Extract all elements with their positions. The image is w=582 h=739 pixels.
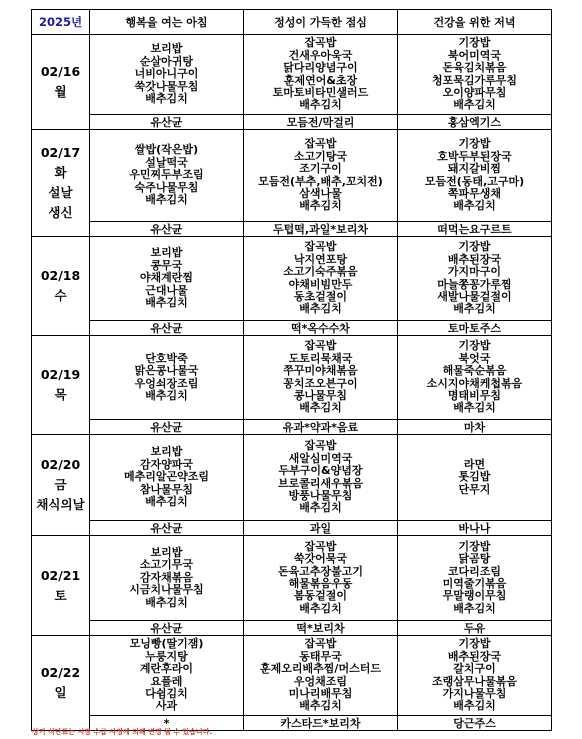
date-line: 02/22: [40, 665, 81, 680]
breakfast-cell: [90, 237, 244, 321]
menu-item: 닭다리양념구이: [283, 61, 358, 75]
date-line: 수: [54, 288, 67, 303]
menu-item: 소시지야채케첩볶음: [426, 376, 523, 390]
menu-item: 보리밥: [150, 42, 183, 56]
menu-item: 누룽지탕: [145, 649, 188, 663]
menu-item: 쑥갓어묵국: [293, 552, 348, 566]
menu-item: 쑥갓나물무침: [134, 79, 199, 93]
menu-item: 소고기탕국: [293, 149, 348, 163]
menu-item: 배추김치: [453, 98, 496, 112]
menu-item: 호박두부된장국: [437, 149, 512, 163]
date-line: 02/16: [40, 64, 81, 79]
menu-item: 미역줄기볶음: [442, 577, 507, 590]
extra-row: [32, 222, 552, 237]
menu-item: 조기구이: [299, 162, 342, 176]
menu-item: 쪽파무생채: [447, 186, 502, 200]
menu-item: 잡곡밥: [304, 339, 337, 353]
lunch-extra: 떡*보리차: [244, 621, 398, 636]
day-row: [32, 636, 552, 716]
lunch-extra: 모듬전/막걸리: [244, 115, 398, 130]
date-cell: [32, 636, 90, 731]
breakfast-extra: 유산균: [90, 420, 244, 435]
date-line: 화: [54, 165, 67, 180]
date-cell: [32, 35, 90, 130]
date-line: 생신: [48, 205, 73, 220]
menu-item: 가지나물무침: [442, 686, 507, 700]
menu-item: 해물죽순볶음: [442, 364, 507, 378]
dinner-cell: [398, 435, 552, 521]
menu-item: 메추리알곤약조림: [123, 470, 209, 484]
menu-item: 배추김치: [453, 601, 496, 615]
lunch-extra: 떡*옥수수차: [244, 321, 398, 336]
menu-item: 훈제오리배추찜/머스터드: [260, 662, 381, 676]
menu-item: 마늘쫑꽁가루찜: [437, 277, 512, 291]
date-line: 02/18: [40, 268, 81, 283]
menu-item: 맑은콩나물국: [134, 364, 199, 378]
weekly-menu-table: [31, 9, 552, 731]
menu-item: 기장밥: [458, 539, 491, 553]
day-row: [32, 35, 552, 115]
extra-row: [32, 115, 552, 130]
menu-item: 돈육김치볶음: [442, 61, 507, 75]
breakfast-extra: *: [90, 716, 244, 731]
date-cell: [32, 130, 90, 237]
menu-item: 동초겉절이: [293, 289, 348, 303]
menu-item: 우엉쇠장조림: [134, 376, 199, 390]
date-line: 02/20: [40, 457, 81, 472]
menu-item: 배추김치: [145, 296, 188, 310]
menu-item: 우민찌두부조림: [129, 168, 204, 182]
dinner-extra: 당근주스: [398, 716, 552, 731]
date-line: 목: [54, 387, 67, 402]
dinner-cell: [398, 237, 552, 321]
lunch-extra: 두텁떡,과일*보리차: [244, 222, 398, 237]
menu-item: 두부구이&양념장: [278, 464, 363, 478]
menu-item: 톳김밥: [458, 470, 491, 484]
menu-item: 배추김치: [453, 302, 496, 316]
dinner-extra: 홍삼엑기스: [398, 115, 552, 130]
menu-item: 방풍나물무침: [288, 488, 353, 502]
menu-item: 배추김치: [145, 388, 188, 402]
menu-item: 감자양파국: [139, 457, 194, 471]
dinner-cell: [398, 636, 552, 716]
menu-item: 배추된장국: [447, 649, 502, 663]
menu-item: 모듬전(동태,고구마): [424, 174, 525, 188]
header-row: [32, 10, 552, 35]
menu-item: 쌀밥(작은밥): [134, 143, 199, 157]
lunch-header: 정성이 가득한 점심: [244, 10, 398, 35]
menu-item: 배추김치: [299, 699, 342, 713]
menu-item: 낙지연포탕: [293, 252, 348, 266]
lunch-extra: 과일: [244, 521, 398, 536]
extra-row: [32, 420, 552, 435]
menu-item: 돈육고추장불고기: [277, 564, 363, 578]
lunch-extra: 유과*약과*음료: [244, 420, 398, 435]
menu-item: 소고기숙주볶음: [283, 265, 358, 279]
date-line: 설날: [48, 185, 73, 200]
menu-item: 야채비빔만두: [288, 277, 353, 291]
breakfast-cell: [90, 336, 244, 420]
date-line: 02/21: [40, 567, 81, 583]
lunch-cell: [244, 130, 398, 222]
breakfast-cell: [90, 536, 244, 621]
menu-item: 보리밥: [150, 445, 183, 459]
menu-item: 새알심미역국: [288, 451, 353, 465]
date-cell: [32, 336, 90, 435]
menu-item: 모듬전(부추,배추,꼬치전): [258, 174, 383, 188]
dinner-cell: [398, 130, 552, 222]
menu-item: 단호박죽: [145, 351, 188, 365]
menu-item: 봄동겉절이: [293, 589, 348, 603]
year-header: 2025년: [32, 10, 90, 35]
menu-item: 우엉채조림: [293, 674, 348, 688]
day-row: [32, 435, 552, 521]
date-line: 일: [54, 685, 67, 700]
day-row: [32, 237, 552, 321]
menu-item: 동태무국: [299, 649, 342, 663]
menu-item: 새발나물겉절이: [437, 289, 512, 303]
menu-item: 돼지갈비찜: [447, 162, 502, 176]
menu-item: 잡곡밥: [304, 137, 337, 151]
menu-item: 무말랭이무침: [442, 589, 507, 603]
menu-item: 잡곡밥: [304, 539, 337, 553]
breakfast-extra: 유산균: [90, 621, 244, 636]
menu-item: 순살아귀탕: [139, 54, 194, 68]
menu-item: 삼색나물: [299, 186, 342, 200]
menu-item: 명태비무침: [447, 388, 502, 402]
dinner-extra: 떠먹는요구르트: [398, 222, 552, 237]
menu-item: 배추김치: [145, 595, 188, 609]
menu-item: 기장밥: [458, 339, 491, 353]
extra-row: [32, 321, 552, 336]
lunch-cell: [244, 636, 398, 716]
menu-item: 코다리조림: [447, 564, 502, 578]
menu-item: 소고기무국: [139, 558, 194, 572]
menu-item: 오이양파무침: [442, 85, 507, 99]
breakfast-extra: 유산균: [90, 321, 244, 336]
date-line: 02/19: [40, 367, 81, 382]
menu-item: 라면: [463, 457, 486, 471]
menu-item: 미나리배무침: [288, 686, 353, 700]
menu-item: 근대나물: [145, 283, 188, 297]
menu-item: 배추김치: [299, 501, 342, 515]
menu-item: 배추김치: [299, 401, 342, 415]
menu-item: 잡곡밥: [304, 439, 337, 453]
menu-item: 설날떡국: [145, 155, 188, 169]
menu-item: 콩무국: [150, 258, 183, 272]
lunch-cell: [244, 237, 398, 321]
menu-body: [32, 35, 552, 731]
breakfast-cell: [90, 435, 244, 521]
menu-item: 배추김치: [453, 401, 496, 415]
date-line: 금: [54, 477, 67, 492]
menu-item: 배추김치: [145, 193, 188, 207]
menu-item: 해물볶음우동: [288, 577, 353, 590]
menu-item: 청포묵김가루무침: [431, 73, 517, 87]
menu-item: 모닝빵(딸기잼): [129, 637, 204, 651]
day-row: [32, 336, 552, 420]
menu-item: 기장밥: [458, 36, 491, 50]
menu-item: 배추김치: [145, 92, 188, 106]
breakfast-cell: [90, 35, 244, 115]
lunch-cell: [244, 35, 398, 115]
date-line: 토: [54, 587, 67, 603]
menu-item: 보리밥: [150, 246, 183, 260]
dinner-header: 건강을 위한 저녁: [398, 10, 552, 35]
lunch-cell: [244, 435, 398, 521]
menu-item: 계란후라이: [139, 662, 194, 676]
menu-item: 북어미역국: [447, 48, 502, 62]
breakfast-cell: [90, 636, 244, 716]
menu-item: 콩나물무침: [293, 388, 348, 402]
menu-item: 단무지: [458, 482, 491, 496]
menu-item: 야채계란찜: [139, 271, 194, 285]
menu-item: 기장밥: [458, 137, 491, 151]
breakfast-header: 행복을 여는 아침: [90, 10, 244, 35]
day-row: [32, 536, 552, 621]
extra-row: [32, 621, 552, 636]
breakfast-extra: 유산균: [90, 521, 244, 536]
menu-item: 숙주나물무침: [134, 180, 199, 194]
dinner-cell: [398, 536, 552, 621]
menu-item: 배추김치: [299, 601, 342, 615]
menu-item: 사과: [155, 699, 178, 713]
menu-item: 배추김치: [453, 699, 496, 713]
menu-item: 가지마구이: [447, 265, 502, 279]
menu-item: 요플레: [150, 674, 183, 688]
date-line: 월: [54, 84, 67, 99]
footnote: 상기 식단표는 시장 수급 사정에 의해 변경 될 수 있습니다.: [32, 728, 213, 736]
dinner-cell: [398, 35, 552, 115]
menu-item: 배추김치: [299, 199, 342, 213]
menu-item: 시금치나물무침: [129, 583, 204, 597]
date-cell: [32, 435, 90, 536]
menu-item: 참나물무침: [139, 482, 194, 496]
menu-item: 건새우아욱국: [288, 48, 353, 62]
menu-item: 보리밥: [150, 545, 183, 559]
date-cell: [32, 536, 90, 636]
menu-item: 잡곡밥: [304, 637, 337, 651]
menu-item: 배추김치: [453, 199, 496, 213]
breakfast-cell: [90, 130, 244, 222]
menu-item: 잡곡밥: [304, 36, 337, 50]
extra-row: [32, 521, 552, 536]
dinner-extra: 두유: [398, 621, 552, 636]
menu-item: 훈제연어&초장: [283, 73, 358, 87]
menu-item: 꽁치조오븐구이: [283, 376, 358, 390]
date-line: 02/17: [40, 145, 81, 160]
menu-item: 감자채볶음: [139, 570, 194, 584]
menu-item: 조랭삼무나물볶음: [431, 674, 517, 688]
day-row: [32, 130, 552, 222]
menu-item: 토마토비타민샐러드: [272, 85, 369, 99]
menu-item: 다쉼김치: [145, 686, 188, 700]
menu-item: 도토리묵채국: [288, 351, 353, 365]
dinner-extra: 토마토주스: [398, 321, 552, 336]
dinner-cell: [398, 336, 552, 420]
lunch-cell: [244, 336, 398, 420]
breakfast-extra: 유산균: [90, 222, 244, 237]
menu-item: 갈치구이: [453, 662, 496, 676]
menu-item: 잡곡밥: [304, 240, 337, 254]
date-line: 채식의날: [36, 497, 85, 512]
breakfast-extra: 유산균: [90, 115, 244, 130]
menu-item: 배추된장국: [447, 252, 502, 266]
dinner-extra: 마차: [398, 420, 552, 435]
menu-item: 배추김치: [299, 302, 342, 316]
menu-item: 북엇국: [458, 351, 491, 365]
menu-item: 브로콜리새우볶음: [277, 476, 363, 490]
lunch-extra: 카스타드*보리차: [244, 716, 398, 731]
menu-item: 기장밥: [458, 240, 491, 254]
dinner-extra: 바나나: [398, 521, 552, 536]
menu-item: 닭곰탕: [458, 552, 491, 566]
menu-item: 기장밥: [458, 637, 491, 651]
menu-item: 쭈꾸미야채볶음: [283, 364, 358, 378]
date-cell: [32, 237, 90, 336]
menu-item: 너비아니구이: [134, 67, 199, 81]
menu-item: 배추김치: [145, 495, 188, 509]
lunch-cell: [244, 536, 398, 621]
menu-item: 배추김치: [299, 98, 342, 112]
